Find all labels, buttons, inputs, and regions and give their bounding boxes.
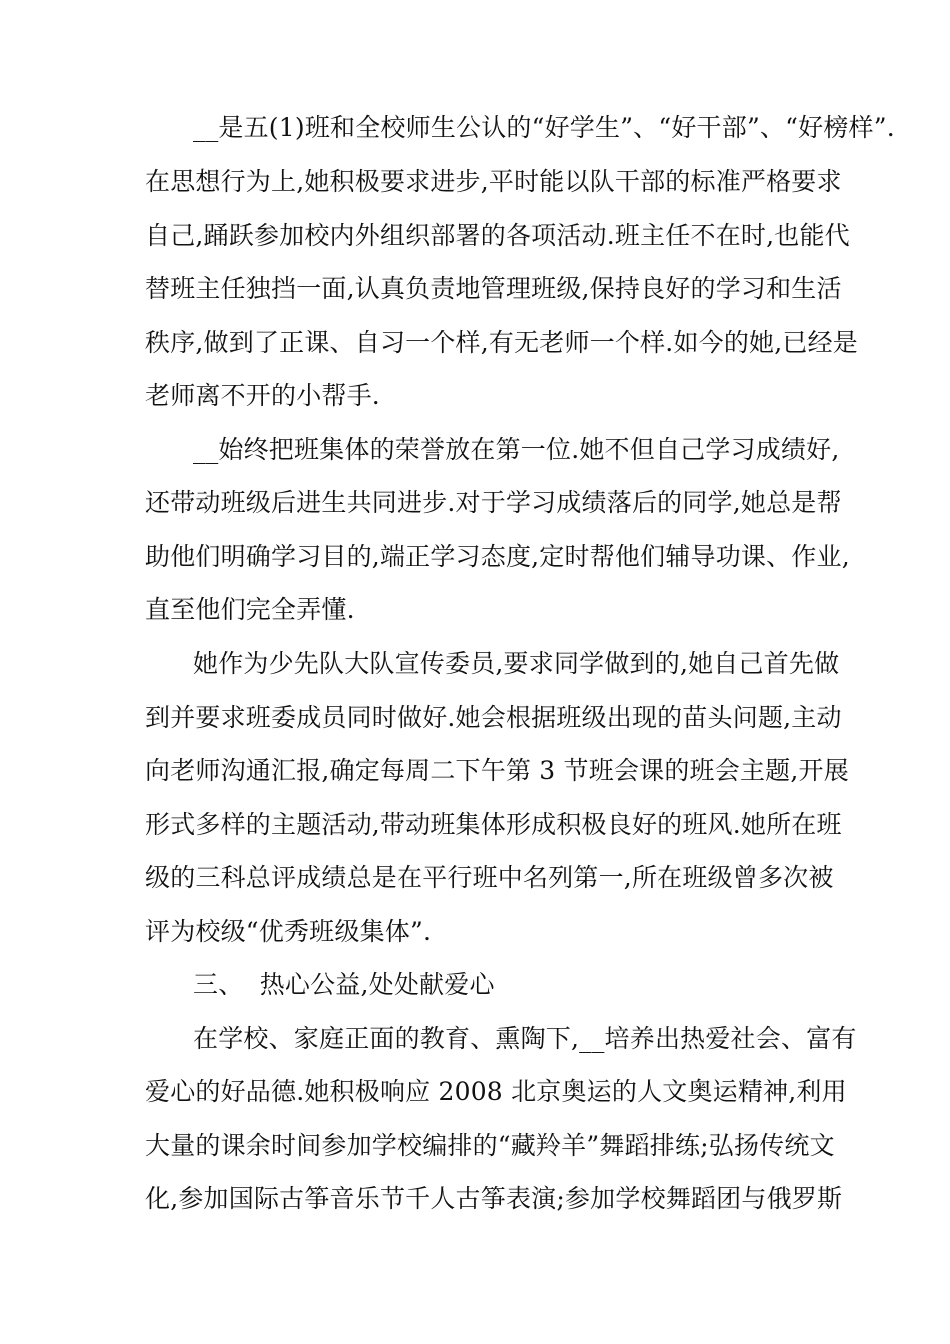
paragraph-line: 形式多样的主题活动,带动班集体形成积极良好的班风.她所在班 [145, 810, 842, 839]
paragraph-line: 自己,踊跃参加校内外组织部署的各项活动.班主任不在时,也能代 [145, 221, 850, 250]
paragraph-line: 秩序,做到了正课、自习一个样,有无老师一个样.如今的她,已经是 [145, 328, 858, 357]
paragraph-line: 大量的课余时间参加学校编排的“藏羚羊”舞蹈排练;弘扬传统文 [145, 1131, 835, 1160]
paragraph-line: __始终把班集体的荣誉放在第一位.她不但自己学习成绩好, [193, 435, 840, 464]
paragraph-line: 化,参加国际古筝音乐节千人古筝表演;参加学校舞蹈团与俄罗斯 [145, 1184, 843, 1213]
paragraph-line: 替班主任独挡一面,认真负责地管理班级,保持良好的学习和生活 [145, 274, 842, 303]
paragraph-line: 还带动班级后进生共同进步.对于学习成绩落后的同学,她总是帮 [145, 488, 842, 517]
paragraph-line: 到并要求班委成员同时做好.她会根据班级出现的苗头问题,主动 [145, 703, 842, 732]
paragraph-line: 助他们明确学习目的,端正学习态度,定时帮他们辅导功课、作业, [145, 542, 850, 571]
paragraph-line: 在思想行为上,她积极要求进步,平时能以队干部的标准严格要求 [145, 167, 842, 196]
paragraph-line: 她作为少先队大队宣传委员,要求同学做到的,她自己首先做 [193, 649, 840, 678]
section-heading: 三、 热心公益,处处献爱心 [193, 970, 495, 999]
paragraph-line: 在学校、家庭正面的教育、熏陶下,__培养出热爱社会、富有 [193, 1024, 857, 1053]
paragraph-line: 级的三科总评成绩总是在平行班中名列第一,所在班级曾多次被 [145, 863, 834, 892]
paragraph-line: 直至他们完全弄懂. [145, 595, 355, 624]
paragraph-line: 爱心的好品德.她积极响应 2008 北京奥运的人文奥运精神,利用 [145, 1077, 847, 1106]
paragraph-line: 评为校级“优秀班级集体”. [145, 917, 432, 946]
paragraph-line: __是五(1)班和全校师生公认的“好学生”、“好干部”、“好榜样”. [193, 113, 895, 142]
paragraph-line: 老师离不开的小帮手. [145, 381, 380, 410]
paragraph-line: 向老师沟通汇报,确定每周二下午第 3 节班会课的班会主题,开展 [145, 756, 849, 785]
